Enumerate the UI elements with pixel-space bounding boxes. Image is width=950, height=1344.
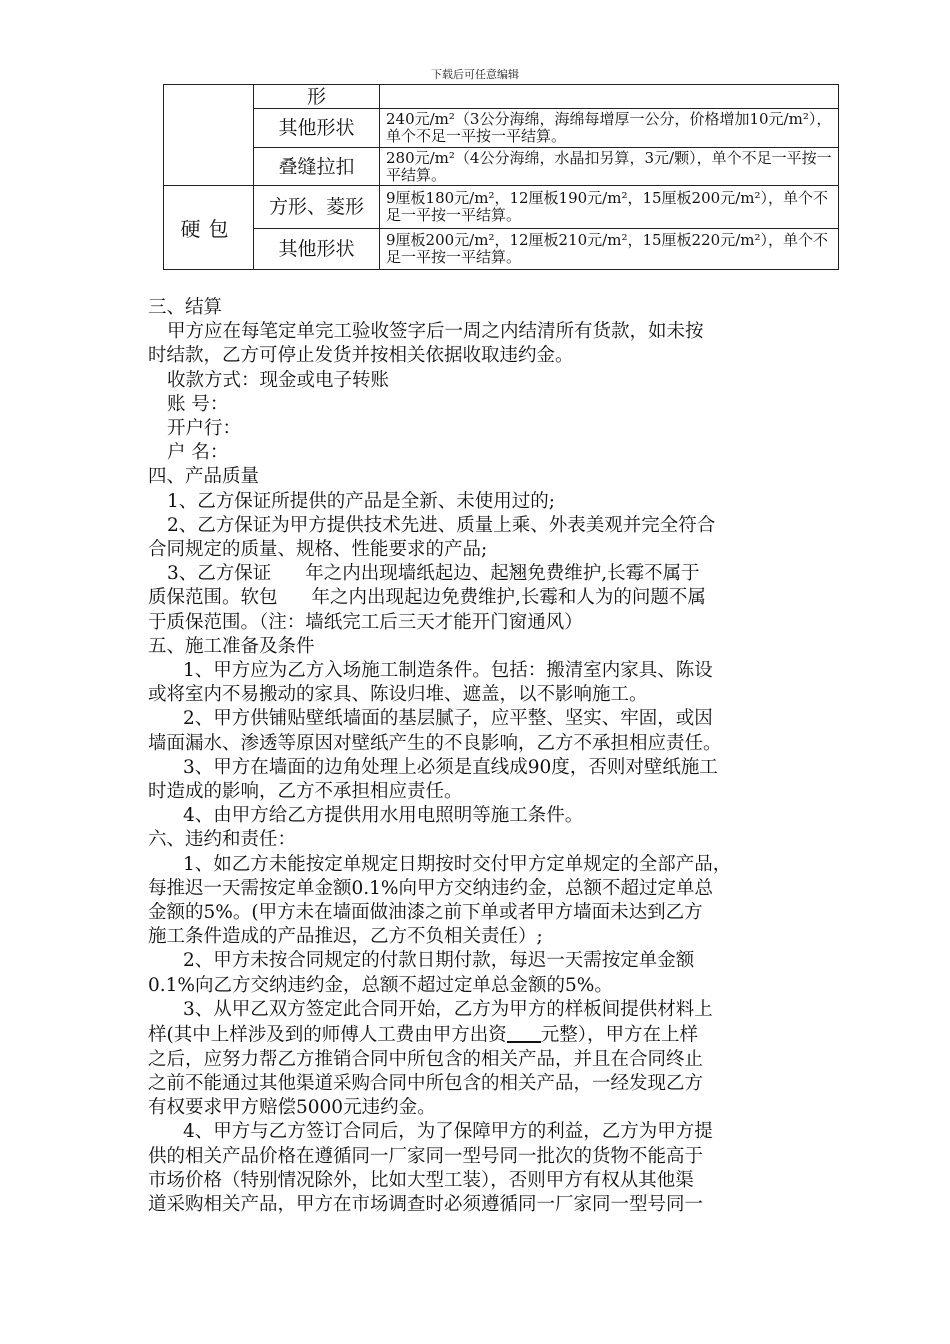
page-header: 下载后可任意编辑 xyxy=(431,68,519,81)
paragraph-line: 1、如乙方未能按定单规定日期按时交付甲方定单规定的全部产品， xyxy=(183,853,732,875)
price-cell: 9厘板200元/m²，12厘板210元/m²，15厘板220元/m²），单个不足一平按一平结算。 xyxy=(380,229,839,270)
paragraph-line xyxy=(148,586,838,610)
category-cell: 硬包 xyxy=(164,186,254,270)
category-cell-empty xyxy=(164,85,254,186)
paragraph-line: 市场价格（特别情况除外，比如大型工装），否则甲方有权从其他渠 xyxy=(148,1169,694,1191)
paragraph-line: 3、从甲乙双方签定此合同开始，乙方为甲方的样板间提供材料上 xyxy=(183,998,713,1020)
paragraph-line: 2、甲方供铺贴壁纸墙面的基层腻子，应平整、坚实、牢固，或因 xyxy=(183,708,713,730)
contract-body xyxy=(148,296,838,1217)
table-row xyxy=(164,109,839,148)
paragraph-line: 1、甲方应为乙方入场施工制造条件。包括：搬清室内家具、陈设 xyxy=(183,660,713,682)
paragraph-line: 道采购相关产品，甲方在市场调查时必须遵循同一厂家同一型号同一 xyxy=(148,1194,704,1216)
shape-cell: 其他形状 xyxy=(254,229,380,270)
text-span: 元整），甲方在上样 xyxy=(540,1024,698,1046)
paragraph-line: 每推迟一天需按定单金额0.1%向甲方交纳违约金，总额不超过定单总 xyxy=(148,877,714,899)
paragraph-line: 金额的5%。(甲方未在墙面做油漆之前下单或者甲方墙面未达到乙方 xyxy=(148,902,703,924)
paragraph-line: 之前不能通过其他渠道采购合同中所包含的相关产品，一经发现乙方 xyxy=(148,1073,704,1094)
paragraph-line: 有权要求甲方赔偿5000元违约金。 xyxy=(148,1097,436,1119)
paragraph-line: 2、乙方保证为甲方提供技术先进、质量上乘、外表美观并完全符合 xyxy=(167,514,716,536)
bank-label: 开户行： xyxy=(167,418,242,440)
table-row xyxy=(164,229,839,270)
shape-cell: 形 xyxy=(254,85,380,109)
text-span: 年之内出现墙纸起边、起翘免费维护,长霉不属于 xyxy=(305,563,700,585)
paragraph-line: 时造成的影响，乙方不承担相应责任。 xyxy=(148,781,463,803)
paragraph-line: 于质保范围。（注：墙纸完工后三天才能开门窗通风） xyxy=(148,611,583,633)
price-table xyxy=(163,84,839,270)
paragraph-line xyxy=(148,562,838,586)
underline-blank xyxy=(507,1022,541,1043)
paragraph-line xyxy=(148,1022,838,1048)
price-cell: 9厘板180元/m²，12厘板190元/m²，15厘板200元/m²），单个不足一平按一平结算。 xyxy=(380,186,839,229)
paragraph-line: 或将室内不易搬动的家具、陈设归堆、遮盖，以不影响施工。 xyxy=(148,684,648,706)
text-span: 3、乙方保证 xyxy=(167,563,272,585)
section-heading-construction: 五、施工准备及条件 xyxy=(148,635,315,657)
paragraph-line: 合同规定的质量、规格、性能要求的产品; xyxy=(148,539,488,561)
table-row xyxy=(164,186,839,229)
paragraph-line: 之后，应努力帮乙方推销合同中所包含的相关产品，并且在合同终止 xyxy=(148,1048,704,1070)
table-row xyxy=(164,148,839,186)
paragraph-line: 时结款，乙方可停止发货并按相关依据收取违约金。 xyxy=(148,345,574,367)
section-heading-quality: 四、产品质量 xyxy=(148,466,260,488)
paragraph-line: 2、甲方未按合同规定的付款日期付款，每迟一天需按定单金额 xyxy=(183,950,695,972)
shape-cell: 其他形状 xyxy=(254,109,380,148)
account-number-label: 账 号： xyxy=(167,393,229,415)
price-cell xyxy=(380,85,839,109)
paragraph-line: 3、甲方在墙面的边角处理上必须是直线成90度，否则对壁纸施工 xyxy=(183,756,718,778)
paragraph-line: 4、由甲方给乙方提供用水用电照明等施工条件。 xyxy=(183,805,584,827)
paragraph-line: 墙面漏水、渗透等原因对壁纸产生的不良影响，乙方不承担相应责任。 xyxy=(148,732,722,754)
payment-method: 收款方式：现金或电子转账 xyxy=(167,369,390,391)
text-span: 年之内出现起边免费维护,长霉和人为的问题不属 xyxy=(311,587,706,609)
paragraph-line: 0.1%向乙方交纳违约金，总额不超过定单总金额的5%。 xyxy=(148,974,613,996)
text-span: 质保范围。软包 xyxy=(148,587,278,609)
paragraph-line: 1、乙方保证所提供的产品是全新、未使用过的; xyxy=(167,490,556,512)
paragraph-line: 4、甲方与乙方签订合同后，为了保障甲方的利益，乙方为甲方提 xyxy=(183,1121,713,1143)
shape-cell: 方形、菱形 xyxy=(254,186,380,229)
price-cell: 280元/m²（4公分海绵，水晶扣另算，3元/颗），单个不足一平按一平结算。 xyxy=(380,148,839,186)
text-span: 样(其中上样涉及到的师傅人工费由甲方出资 xyxy=(148,1024,507,1046)
paragraph-line: 甲方应在每笔定单完工验收签字后一周之内结清所有货款，如未按 xyxy=(167,321,704,343)
section-heading-settlement: 三、结算 xyxy=(148,297,223,318)
paragraph-line: 供的相关产品价格在遵循同一厂家同一型号同一批次的货物不能高于 xyxy=(148,1145,704,1167)
account-name-label: 户 名： xyxy=(167,442,229,464)
price-cell: 240元/m²（3公分海绵，海绵每增厚一公分，价格增加10元/m²），单个不足一平按一平结算。 xyxy=(380,109,839,148)
table-row xyxy=(164,85,839,109)
shape-cell: 叠缝拉扣 xyxy=(254,148,380,186)
paragraph-line: 施工条件造成的产品推迟，乙方不负相关责任）; xyxy=(148,926,543,948)
section-heading-breach: 六、违约和责任： xyxy=(148,829,297,851)
